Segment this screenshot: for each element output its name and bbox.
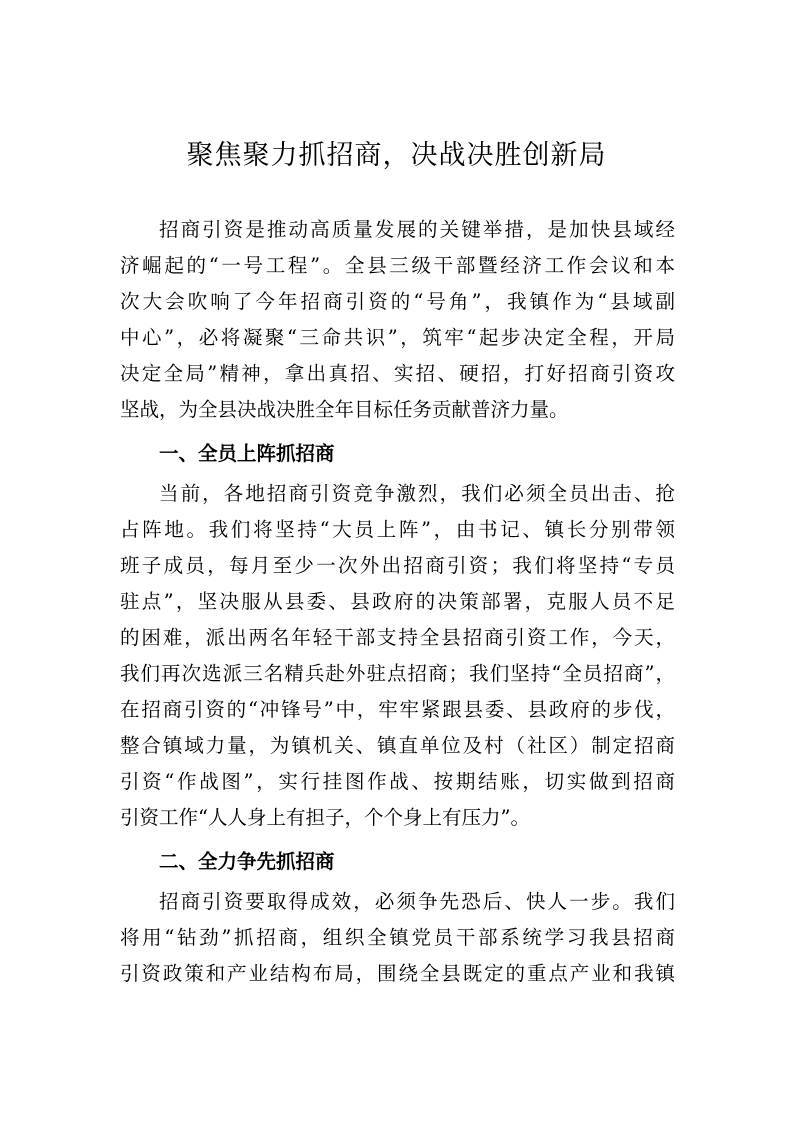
section-1-heading: 一、全员上阵抓招商: [159, 442, 335, 465]
intro-line-3: 次大会吹响了今年招商引资的“号角”，我镇作为“县域副: [120, 290, 675, 313]
section-1-line-4: 驻点”，坚决服从县委、县政府的决策部署，克服人员不足: [120, 590, 675, 613]
intro-line-5: 决定全局”精神，拿出真招、实招、硬招，打好招商引资攻: [120, 362, 675, 385]
intro-line-4: 中心”，必将凝聚“三命共识”，筑牢“起步决定全程，开局: [120, 326, 675, 349]
section-1-line-9: 引资“作战图”，实行挂图作战、按期结账，切实做到招商: [120, 770, 675, 793]
section-1-line-3: 班子成员，每月至少一次外出招商引资；我们将坚持“专员: [120, 554, 675, 577]
section-1-line-5: 的困难，派出两名年轻干部支持全县招商引资工作，今天，: [120, 626, 675, 649]
section-2-line-1: 招商引资要取得成效，必须争先恐后、快人一步。我们: [159, 890, 675, 913]
intro-line-2: 济崛起的“一号工程”。全县三级干部暨经济工作会议和本: [120, 254, 675, 277]
section-1-line-2: 占阵地。我们将坚持“大员上阵”，由书记、镇长分别带领: [120, 518, 675, 541]
document-title: 聚焦聚力抓招商，决战决胜创新局: [186, 140, 607, 171]
section-2-line-2: 将用“钻劲”抓招商，组织全镇党员干部系统学习我县招商: [120, 926, 675, 949]
section-1-line-8: 整合镇域力量，为镇机关、镇直单位及村（社区）制定招商: [120, 734, 675, 757]
intro-line-1: 招商引资是推动高质量发展的关键举措，是加快县域经: [159, 218, 675, 241]
section-1-line-6: 我们再次选派三名精兵赴外驻点招商；我们坚持“全员招商”，: [120, 662, 675, 685]
section-2-line-3: 引资政策和产业结构布局，围绕全县既定的重点产业和我镇: [120, 962, 675, 985]
section-1-line-7: 在招商引资的“冲锋号”中，牢牢紧跟县委、县政府的步伐，: [120, 698, 675, 721]
intro-line-6: 坚战，为全县决战决胜全年目标任务贡献普济力量。: [120, 398, 569, 421]
section-1-line-10: 引资工作“人人身上有担子，个个身上有压力”。: [120, 806, 530, 829]
section-1-line-1: 当前，各地招商引资竞争激烈，我们必须全员出击、抢: [159, 482, 675, 505]
section-2-heading: 二、全力争先抓招商: [159, 850, 335, 873]
